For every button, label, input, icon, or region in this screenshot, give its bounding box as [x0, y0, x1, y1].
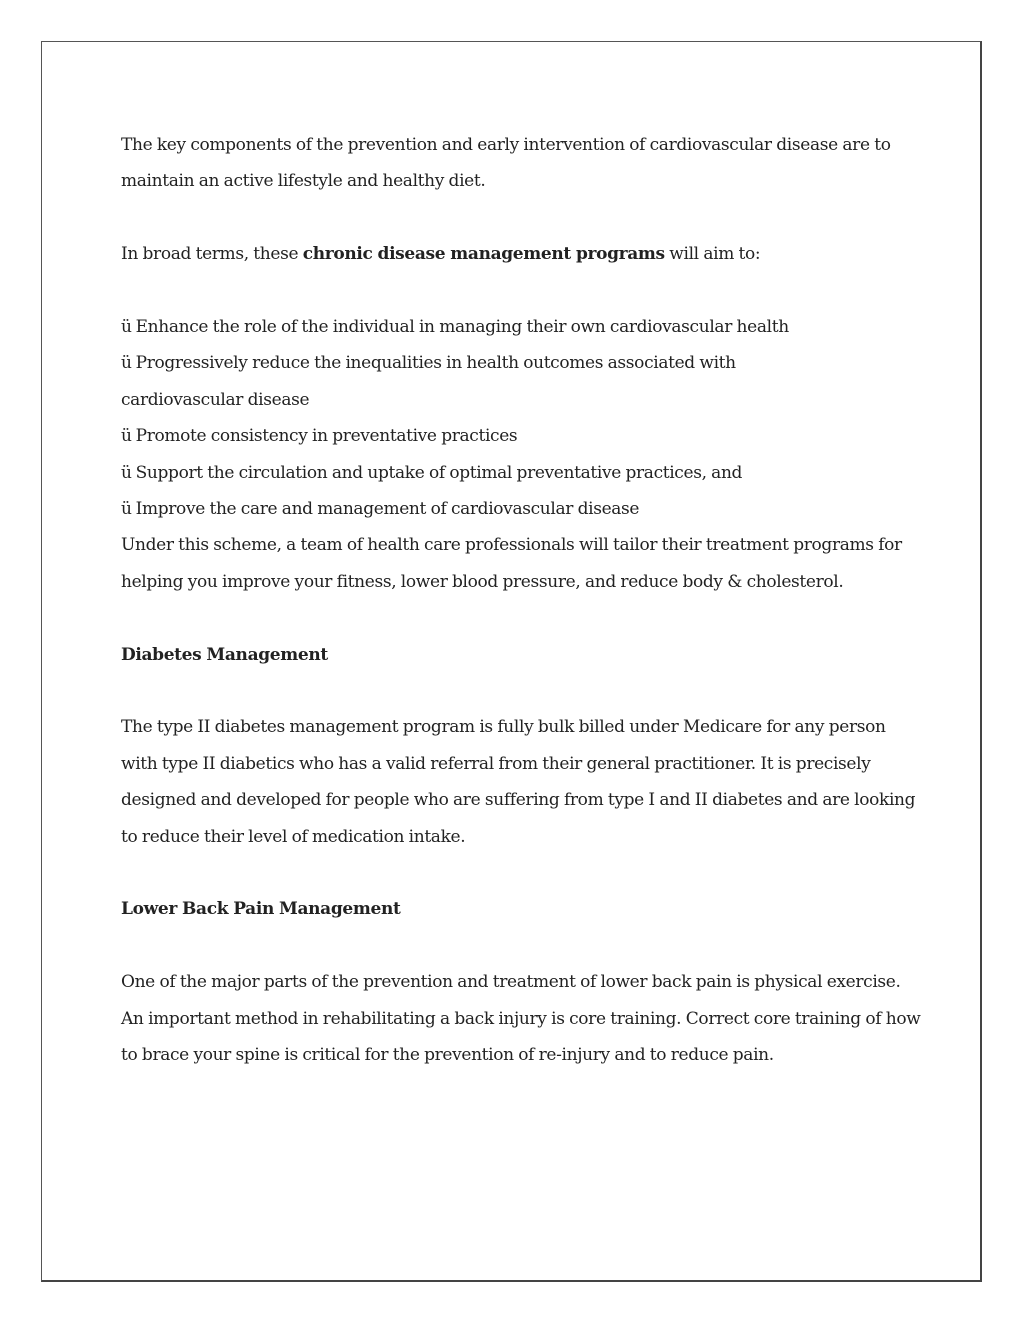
- aim-emphasis: chronic disease management programs: [302, 244, 665, 265]
- section-heading-back-pain: Lower Back Pain Management: [121, 899, 401, 920]
- spacer: [121, 928, 921, 964]
- list-item-text: Progressively reduce the inequalities in health outcomes associated with: [135, 353, 736, 374]
- check-icon: ü: [121, 426, 132, 447]
- list-item-text: Enhance the role of the individual in managing their own cardiovascular health: [135, 317, 789, 337]
- list-item: [121, 491, 921, 527]
- list-item: [121, 455, 921, 491]
- list-item: [121, 418, 921, 454]
- diabetes-paragraph: The type II diabetes management program is fully bulk billed under Medicare for any person with type II diabetics who has a valid referral from their general practitioner. It is precisely designed and developed for people who are suffering from type I and II diabetes and are looking to reduce their level of medication intake.: [121, 717, 916, 847]
- spacer: [121, 273, 921, 309]
- check-icon: ü: [121, 317, 132, 337]
- check-icon: ü: [121, 353, 132, 374]
- check-icon: ü: [121, 462, 132, 483]
- list-item-text: Promote consistency in preventative practices: [135, 426, 518, 447]
- spacer: [121, 600, 921, 636]
- bullet-list: [121, 309, 921, 527]
- aim-suffix: will aim to:: [664, 244, 761, 265]
- list-item-text: Improve the care and management of cardiovascular disease: [135, 499, 640, 520]
- back-pain-paragraph: One of the major parts of the prevention and treatment of lower back pain is physical exercise. An important method in rehabilitating a back injury is core training. Correct core training of how to brace your spine is critical for the prevention of re-injury and to reduce pain.: [121, 972, 921, 1066]
- intro-paragraph: The key components of the prevention and early intervention of cardiovascular disease are to maintain an active lifestyle and healthy diet.: [121, 135, 891, 192]
- scheme-paragraph: Under this scheme, a team of health care professionals will tailor their treatment programs for helping you improve your fitness, lower blood pressure, and reduce body & cholesterol.: [121, 535, 902, 592]
- list-item-text: Support the circulation and uptake of optimal preventative practices, and: [135, 462, 743, 483]
- aim-paragraph: [121, 236, 921, 272]
- document-body: [121, 127, 921, 1073]
- list-item: [121, 345, 921, 381]
- aim-prefix: In broad terms, these: [121, 244, 303, 265]
- list-item: [121, 309, 921, 345]
- spacer: [121, 200, 921, 236]
- check-icon: ü: [121, 499, 132, 520]
- list-item-continuation: cardiovascular disease: [121, 389, 310, 410]
- spacer: [121, 855, 921, 891]
- spacer: [121, 673, 921, 709]
- section-heading-diabetes: Diabetes Management: [121, 644, 328, 665]
